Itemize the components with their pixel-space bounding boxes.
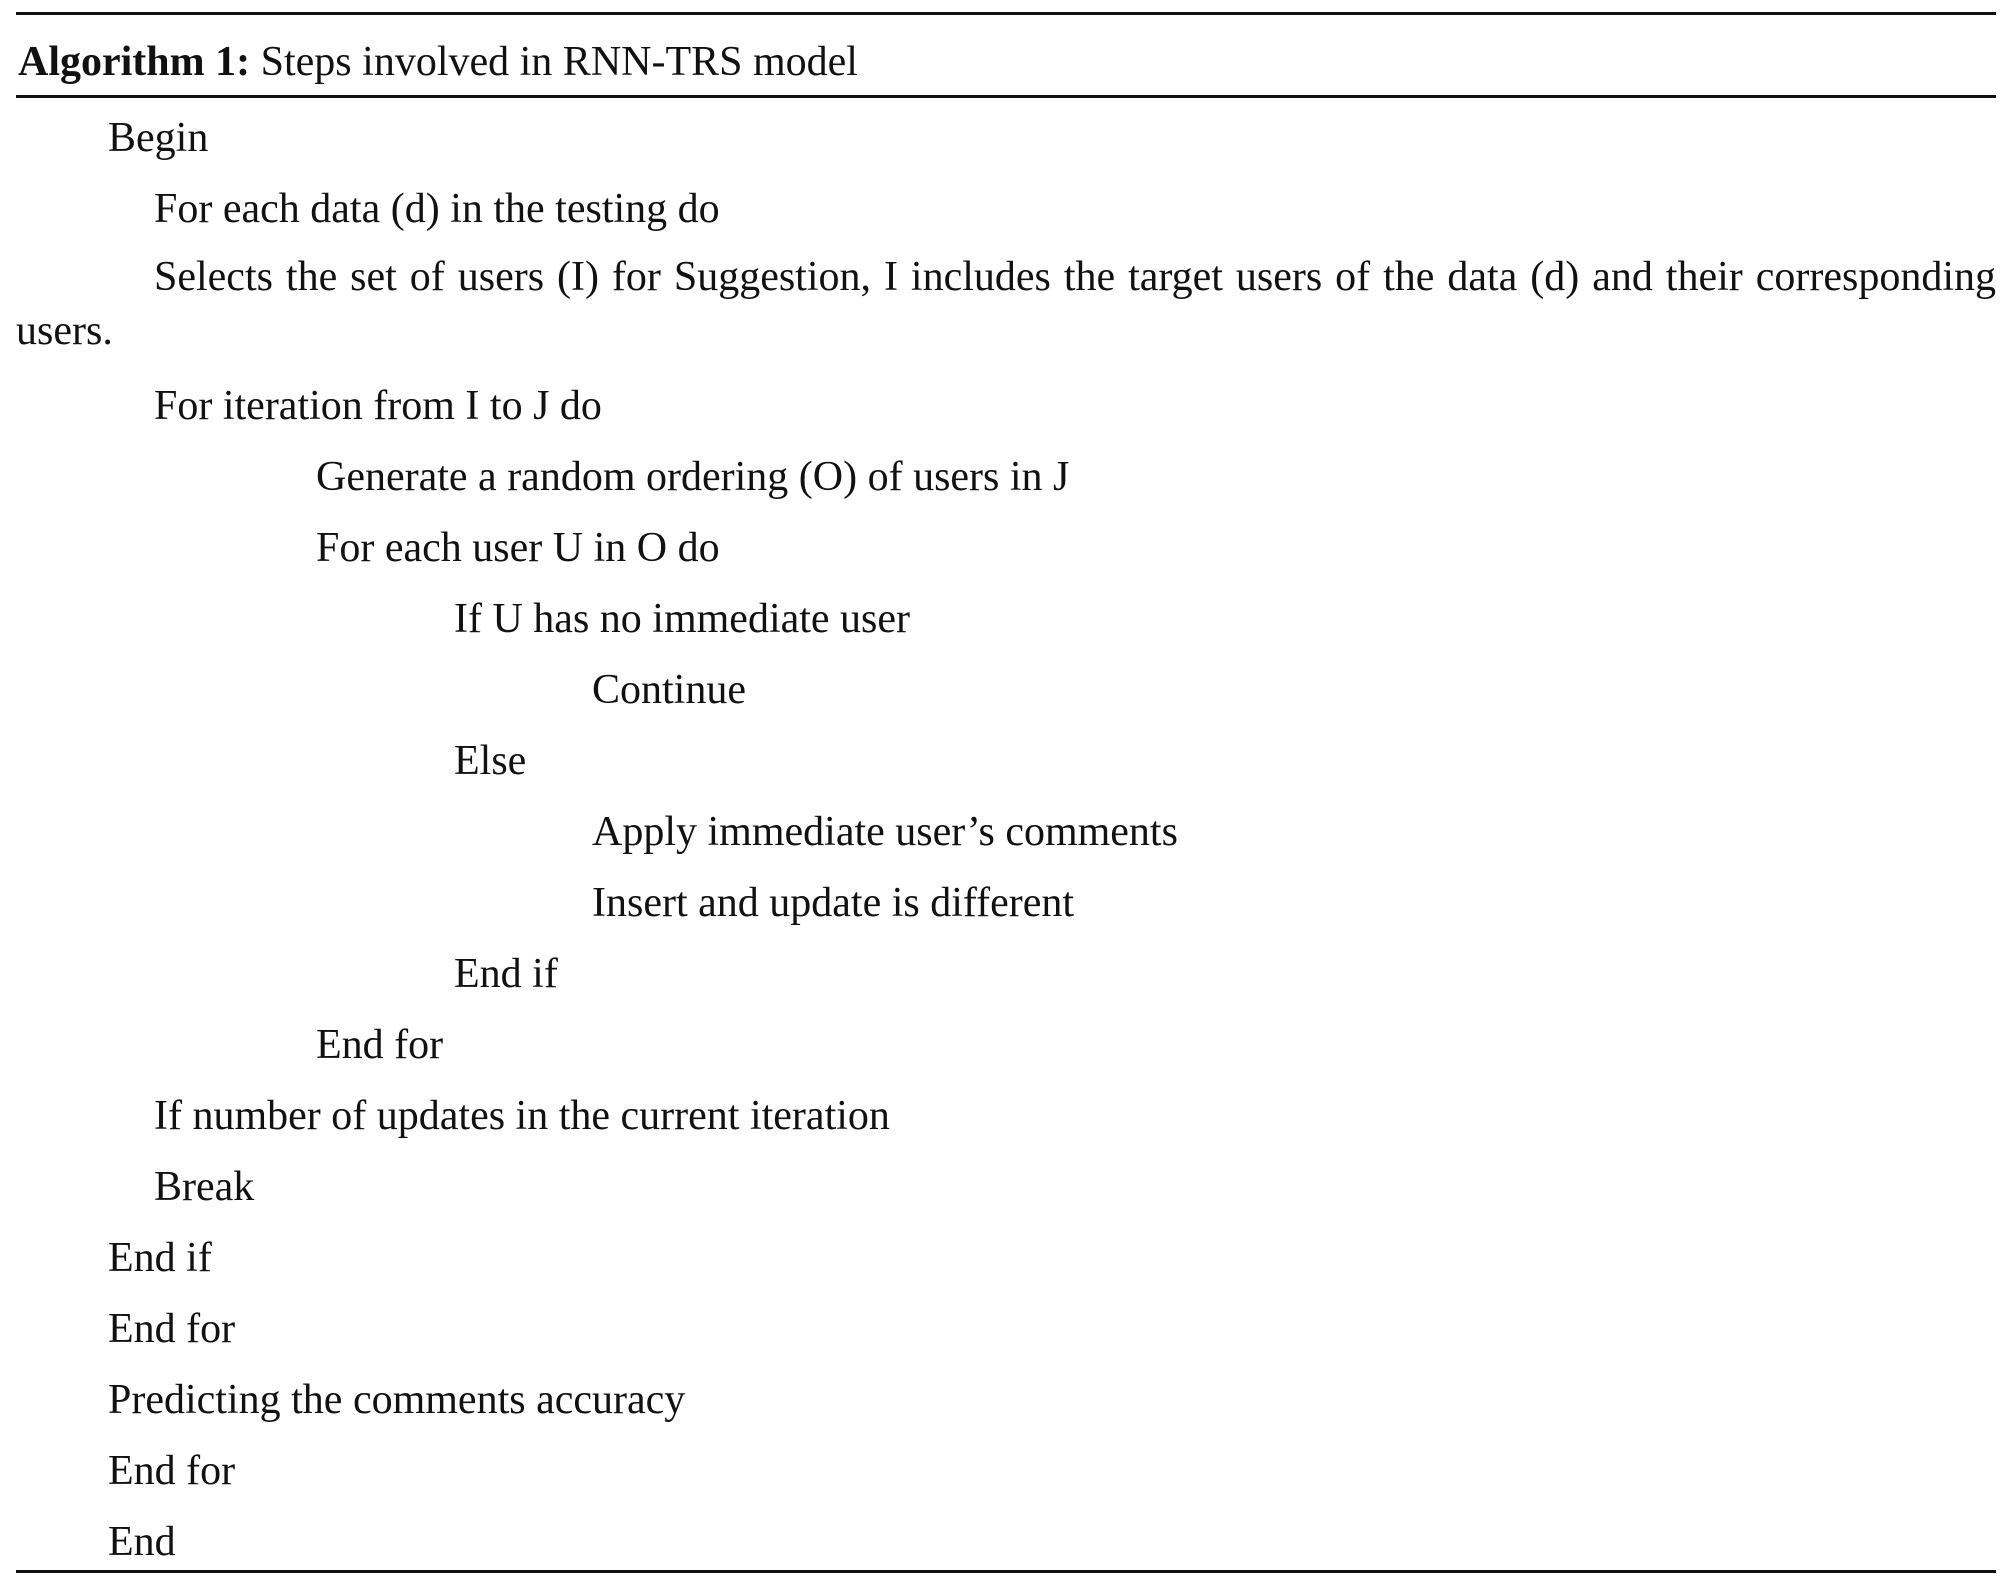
line-end-for-iteration: End for [108,1306,236,1352]
algorithm-box [16,0,1996,1576]
line-end-if-inner: End if [454,951,558,997]
line-end-for-inner: End for [316,1022,444,1068]
bottom-rule [16,1570,1996,1573]
line-for-iteration: For iteration from I to J do [154,383,602,429]
line-predicting: Predicting the comments accuracy [108,1377,686,1423]
line-break: Break [154,1164,255,1210]
line-continue: Continue [592,667,746,713]
algorithm-title: Steps involved in RNN-TRS model [260,39,858,85]
line-apply-comments: Apply immediate user’s comments [592,809,1178,855]
algorithm-label: Algorithm 1: [18,39,251,85]
line-insert-update: Insert and update is different [592,880,1075,926]
line-end-if-outer: End if [108,1235,212,1281]
line-for-each-data: For each data (d) in the testing do [154,186,720,232]
caption-rule [16,95,1996,98]
top-rule [16,12,1996,15]
line-else: Else [454,738,527,784]
line-begin: Begin [108,115,209,161]
line-if-no-immediate: If U has no immediate user [454,596,911,642]
algorithm-caption [18,38,858,86]
line-end-for-outer: End for [108,1448,236,1494]
line-selects-users: Selects the set of users (I) for Suggestion, I includes the target users of the data (d) and their corresponding users. [16,254,1996,354]
line-for-each-user: For each user U in O do [316,525,720,571]
line-generate-ordering: Generate a random ordering (O) of users in J [316,454,1070,500]
line-if-updates: If number of updates in the current iteration [154,1093,890,1139]
line-end: End [108,1519,176,1565]
